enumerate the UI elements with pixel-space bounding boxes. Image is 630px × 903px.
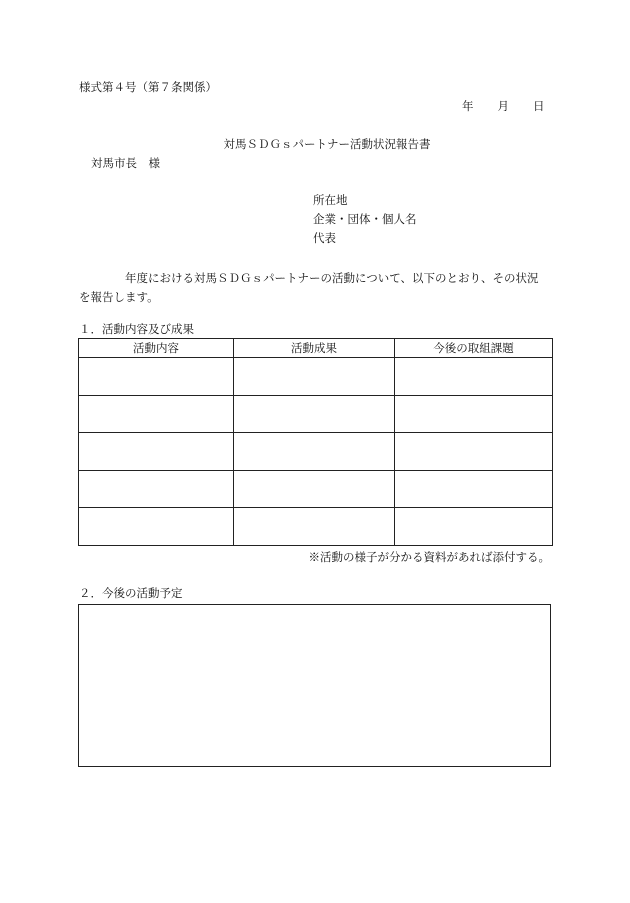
statement-line-1: 年度における対馬ＳＤＧｓパートナーの活動について、以下のとおり、その状況 [125,271,539,285]
activity-cell[interactable] [79,508,234,546]
address-label: 所在地 [313,193,348,207]
organization-label: 企業・団体・個人名 [313,212,417,226]
document-title: 対馬ＳＤＧｓパートナー活動状況報告書 [223,137,431,151]
future-issues-cell[interactable] [395,470,553,508]
column-header-results: 活動成果 [234,339,395,358]
results-cell[interactable] [234,470,395,508]
section2-heading: ２．今後の活動予定 [79,586,183,600]
table-row [79,395,553,433]
activity-cell[interactable] [79,358,234,396]
table-row [79,470,553,508]
results-cell[interactable] [234,433,395,471]
table-row [79,358,553,396]
representative-label: 代表 [313,231,336,245]
future-plan-box[interactable] [78,604,551,767]
activity-cell[interactable] [79,433,234,471]
activity-results-table [78,338,553,546]
results-cell[interactable] [234,395,395,433]
activity-cell[interactable] [79,395,234,433]
form-number: 様式第４号（第７条関係） [79,80,217,94]
report-statement [79,269,551,307]
date-line [462,101,545,113]
future-issues-cell[interactable] [395,508,553,546]
results-cell[interactable] [234,508,395,546]
table-header-row [79,339,553,358]
column-header-future-issues: 今後の取組課題 [395,339,553,358]
activity-cell[interactable] [79,470,234,508]
future-issues-cell[interactable] [395,433,553,471]
attachment-note: ※活動の様子が分かる資料があれば添付する。 [308,550,550,564]
date-year-label: 年 [462,99,474,113]
addressee: 対馬市長 様 [91,156,160,170]
section1-heading: １．活動内容及び成果 [79,322,194,336]
results-cell[interactable] [234,358,395,396]
date-month-label: 月 [497,99,509,113]
column-header-activity: 活動内容 [79,339,234,358]
table-row [79,433,553,471]
future-issues-cell[interactable] [395,358,553,396]
statement-line-2: を報告します。 [79,290,159,304]
table-row [79,508,553,546]
date-day-label: 日 [533,99,545,113]
applicant-block [313,195,417,252]
future-issues-cell[interactable] [395,395,553,433]
